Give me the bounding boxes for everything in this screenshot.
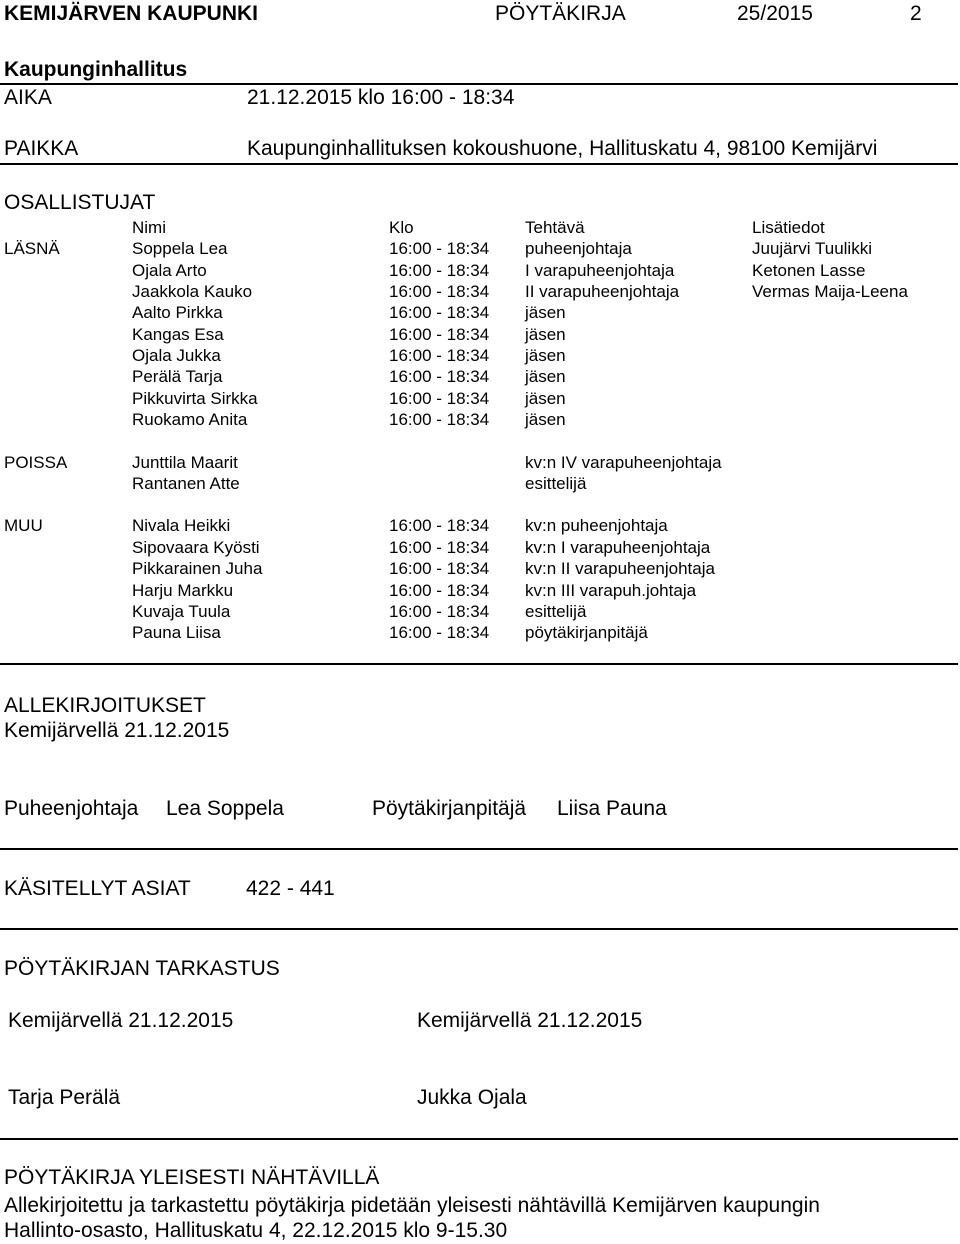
participant-name: Pikkuvirta Sirkka — [132, 389, 258, 408]
other-label: MUU — [4, 516, 43, 535]
signatures-title: ALLEKIRJOITUKSET — [4, 694, 206, 717]
items-label: KÄSITELLYT ASIAT — [4, 877, 191, 900]
other-role: pöytäkirjanpitäjä — [525, 623, 648, 642]
other-time: 16:00 - 18:34 — [389, 623, 490, 642]
signatures-divider — [0, 848, 958, 850]
column-header-name: Nimi — [132, 218, 166, 237]
other-name: Nivala Heikki — [132, 516, 231, 535]
other-row — [0, 623, 958, 644]
participants-column-headers — [0, 218, 958, 239]
chair-name: Lea Soppela — [166, 797, 284, 820]
participant-role: jäsen — [525, 325, 566, 344]
chair-role: Puheenjohtaja — [4, 797, 139, 820]
signatures-place-date: Kemijärvellä 21.12.2015 — [4, 719, 230, 742]
time-label: AIKA — [4, 86, 52, 109]
place-label: PAIKKA — [4, 137, 79, 160]
secretary-name: Liisa Pauna — [557, 797, 667, 820]
items-range: 422 - 441 — [246, 877, 335, 900]
participant-name: Ojala Jukka — [132, 346, 221, 365]
other-role: kv:n I varapuheenjohtaja — [525, 538, 711, 557]
participant-name: Soppela Lea — [132, 239, 228, 258]
participant-name: Jaakkola Kauko — [132, 282, 253, 301]
other-name: Pikkarainen Juha — [132, 559, 263, 578]
public-notice-line1: Allekirjoitettu ja tarkastettu pöytäkirja pidetään yleisesti nähtävillä Kemijärven kaupungin — [4, 1194, 820, 1217]
participant-role: I varapuheenjohtaja — [525, 261, 675, 280]
other-time: 16:00 - 18:34 — [389, 516, 490, 535]
participant-info: Juujärvi Tuulikki — [752, 239, 872, 258]
participant-row — [0, 389, 958, 410]
participant-name: Perälä Tarja — [132, 367, 223, 386]
participant-row — [0, 346, 958, 367]
place-value: Kaupunginhallituksen kokoushuone, Hallituskatu 4, 98100 Kemijärvi — [247, 137, 878, 160]
participants-title: OSALLISTUJAT — [4, 191, 156, 214]
participant-info: Vermas Maija-Leena — [752, 282, 908, 301]
participant-info: Ketonen Lasse — [752, 261, 866, 280]
absent-label: POISSA — [4, 453, 68, 472]
absent-name: Junttila Maarit — [132, 453, 238, 472]
column-header-info: Lisätiedot — [752, 218, 825, 237]
governing-body: Kaupunginhallitus — [4, 58, 188, 81]
participant-row — [0, 325, 958, 346]
participant-row — [0, 367, 958, 388]
participant-name: Ojala Arto — [132, 261, 207, 280]
column-header-role: Tehtävä — [525, 218, 585, 237]
participant-time: 16:00 - 18:34 — [389, 239, 490, 258]
absent-row — [0, 474, 958, 495]
participant-time: 16:00 - 18:34 — [389, 346, 490, 365]
review-divider — [0, 1138, 958, 1140]
public-notice-title: PÖYTÄKIRJA YLEISESTI NÄHTÄVILLÄ — [4, 1166, 380, 1189]
column-header-time: Klo — [389, 218, 414, 237]
participant-row — [0, 282, 958, 303]
page-number: 2 — [910, 2, 922, 25]
participant-row — [0, 410, 958, 431]
other-time: 16:00 - 18:34 — [389, 581, 490, 600]
other-role: esittelijä — [525, 602, 587, 621]
participant-row — [0, 303, 958, 324]
absent-name: Rantanen Atte — [132, 474, 240, 493]
participant-role: jäsen — [525, 346, 566, 365]
reviewer-left: Tarja Perälä — [8, 1086, 121, 1109]
other-name: Kuvaja Tuula — [132, 602, 231, 621]
document-type: PÖYTÄKIRJA — [495, 2, 626, 25]
participant-time: 16:00 - 18:34 — [389, 261, 490, 280]
other-name: Harju Markku — [132, 581, 234, 600]
participant-name: Kangas Esa — [132, 325, 224, 344]
other-time: 16:00 - 18:34 — [389, 602, 490, 621]
other-time: 16:00 - 18:34 — [389, 538, 490, 557]
participant-role: jäsen — [525, 389, 566, 408]
absent-role: kv:n IV varapuheenjohtaja — [525, 453, 722, 472]
public-notice-line2: Hallinto-osasto, Hallituskatu 4, 22.12.2015 klo 9-15.30 — [4, 1219, 508, 1242]
participant-row — [0, 261, 958, 282]
city-name: KEMIJÄRVEN KAUPUNKI — [4, 2, 258, 25]
review-title: PÖYTÄKIRJAN TARKASTUS — [4, 957, 280, 980]
document-number: 25/2015 — [737, 2, 813, 25]
present-label: LÄSNÄ — [4, 239, 60, 258]
absent-role: esittelijä — [525, 474, 587, 493]
participant-time: 16:00 - 18:34 — [389, 410, 490, 429]
participant-time: 16:00 - 18:34 — [389, 303, 490, 322]
items-divider — [0, 928, 958, 930]
header-divider — [0, 83, 958, 85]
place-divider — [0, 163, 958, 165]
participant-role: II varapuheenjohtaja — [525, 282, 680, 301]
participant-role: jäsen — [525, 367, 566, 386]
other-role: kv:n III varapuh.johtaja — [525, 581, 697, 600]
participant-time: 16:00 - 18:34 — [389, 325, 490, 344]
review-date-right: Kemijärvellä 21.12.2015 — [417, 1009, 643, 1032]
participants-divider — [0, 663, 958, 665]
absent-row — [0, 453, 958, 474]
other-time: 16:00 - 18:34 — [389, 559, 490, 578]
participant-name: Ruokamo Anita — [132, 410, 248, 429]
participant-time: 16:00 - 18:34 — [389, 367, 490, 386]
reviewer-right: Jukka Ojala — [417, 1086, 527, 1109]
other-row — [0, 516, 958, 537]
other-row — [0, 602, 958, 623]
secretary-role: Pöytäkirjanpitäjä — [372, 797, 527, 820]
other-row — [0, 538, 958, 559]
other-name: Sipovaara Kyösti — [132, 538, 260, 557]
other-row — [0, 559, 958, 580]
participant-role: jäsen — [525, 410, 566, 429]
participant-role: jäsen — [525, 303, 566, 322]
other-name: Pauna Liisa — [132, 623, 221, 642]
other-role: kv:n II varapuheenjohtaja — [525, 559, 715, 578]
other-role: kv:n puheenjohtaja — [525, 516, 668, 535]
participant-row — [0, 239, 958, 260]
participant-name: Aalto Pirkka — [132, 303, 223, 322]
participant-role: puheenjohtaja — [525, 239, 632, 258]
participant-time: 16:00 - 18:34 — [389, 389, 490, 408]
participant-time: 16:00 - 18:34 — [389, 282, 490, 301]
time-value: 21.12.2015 klo 16:00 - 18:34 — [247, 86, 515, 109]
review-date-left: Kemijärvellä 21.12.2015 — [8, 1009, 234, 1032]
other-row — [0, 581, 958, 602]
